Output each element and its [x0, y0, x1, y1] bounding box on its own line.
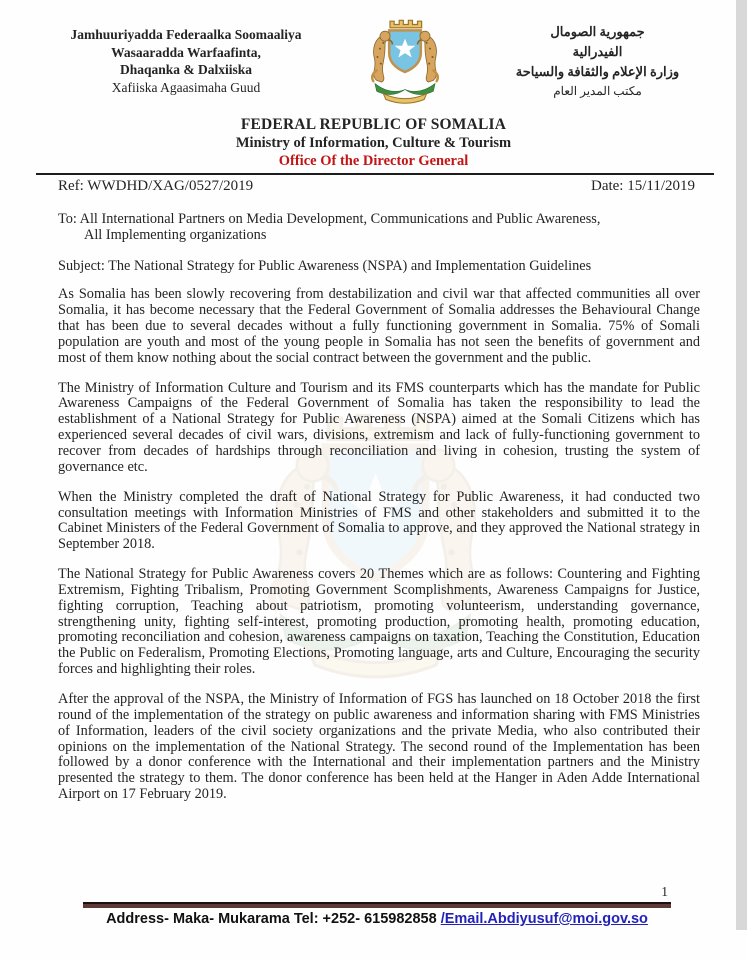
- paragraph-3: When the Ministry completed the draft of National Strategy for Public Awareness, it had conducted two consultation meetings with Information Ministries of FMS and other stakeholders and submitted it to the Cabinet Ministers of the Federal Government of Somalia to approve, and they approved the National strategy in September 2018.: [58, 488, 700, 553]
- letter-date: Date: 15/11/2019: [590, 178, 695, 194]
- arabic-line-3: وزارة الإعلام والثقافة والسياحة: [515, 64, 680, 80]
- office-title: Office Of the Director General: [278, 153, 469, 169]
- title-block: [0, 116, 747, 170]
- reference-number: Ref: WWDHD/XAG/0527/2019: [58, 178, 254, 194]
- somali-line-2: Wasaaradda Warfaafinta,: [111, 44, 261, 60]
- paragraph-4: The National Strategy for Public Awareness covers 20 Themes which are as follows: Countering and Fighting Extremism, Fighting Tribalism, Promoting Government Scomplishments, Awareness Campaigns for Justice, fighting corruption, Teaching about patriotism, promoting volunteerism, understanding governance, strengthening unity, fighting self-interest, promoting production, promoting health, promoting education, promoting reconciliation and cohesion, awareness campaigns on taxation, Teaching the Constitution, Education the Public on Federalism, Promoting Elections, Promoting language, arts and Culture, Encouraging the security forces and highlighting their roles.: [58, 566, 700, 678]
- addressee-line-2: All Implementing organizations: [84, 226, 267, 243]
- footer-address: [83, 911, 671, 927]
- arabic-line-2: الفيدرالية: [572, 44, 623, 60]
- page-number: 1: [661, 884, 668, 899]
- coat-of-arms-icon: [355, 10, 455, 114]
- letterhead-arabic: [490, 22, 705, 101]
- somali-line-3: Dhaqanka & Dalxiiska: [119, 62, 253, 78]
- arabic-line-4: مكتب المدير العام: [553, 84, 642, 99]
- reference-row: [0, 175, 747, 195]
- country-title: FEDERAL REPUBLIC OF SOMALIA: [240, 116, 507, 133]
- ministry-title: Ministry of Information, Culture & Tourism: [235, 135, 512, 151]
- letterhead-emblem: [320, 10, 490, 114]
- paragraph-5: After the approval of the NSPA, the Ministry of Information of FGS has launched on 18 October 2018 the first round of the implementation of the strategy on public awareness and information sharing with FMS Ministries of Information, leaders of the civil society organizations and the private Media, who also contributed their opinions on the implementation of the National Strategy. The second round of the Implementation has been followed by a donor conference with the International and their implementation partners and the Ministry presented the strategy to them. The donor conference has been held at the Hanger in Aden Adde International Airport on 17 February 2019.: [58, 691, 700, 802]
- footer-address-text: Address- Maka- Mukarama Tel: +252- 615982858: [106, 911, 441, 927]
- arabic-line-1: جمهورية الصومال: [550, 24, 645, 39]
- paragraph-2: The Ministry of Information Culture and Tourism and its FMS counterparts which has the mandate for Public Awareness Campaigns of the Federal Government of Somalia has taken the responsibility to lead the establishment of a National Strategy for Public Awareness (NSPA) aimed at the Somali Citizens which has experienced several decades of civil wars, divisions, extremism and lack of fully-functioning government to recover from decades of hardships through reconciliation and living in cohesion, trusting the system of governance etc.: [58, 379, 700, 475]
- letterhead: [0, 0, 747, 114]
- paragraph-1: As Somalia has been slowly recovering from destabilization and civil war that affected communities all over Somalia, it has become necessary that the Federal Government of Somalia addresses the Behavioural Change that has been due to several decades without a fully functioning government in Somalia. 75% of Somali population are youth and most of the young people in Somalia has not seen the benefits of government and most of them know nothing about the social contract between the government and the public.: [58, 286, 700, 366]
- subject-line: Subject: The National Strategy for Public Awareness (NSPA) and Implementation Guidelines: [58, 257, 592, 274]
- somali-line-1: Jamhuuriyadda Federaalka Soomaaliya: [70, 27, 302, 42]
- addressee-block: [58, 212, 700, 244]
- letter-body: [0, 212, 747, 803]
- addressee-line-1: To: All International Partners on Media Development, Communications and Public Awareness,: [58, 211, 601, 227]
- letterhead-somali: [52, 26, 320, 96]
- footer-divider: [83, 902, 671, 908]
- somali-line-4: Xafiiska Agaasimaha Guud: [111, 79, 261, 95]
- footer-email-link[interactable]: /Email.Abdiyusuf@moi.gov.so: [440, 911, 648, 927]
